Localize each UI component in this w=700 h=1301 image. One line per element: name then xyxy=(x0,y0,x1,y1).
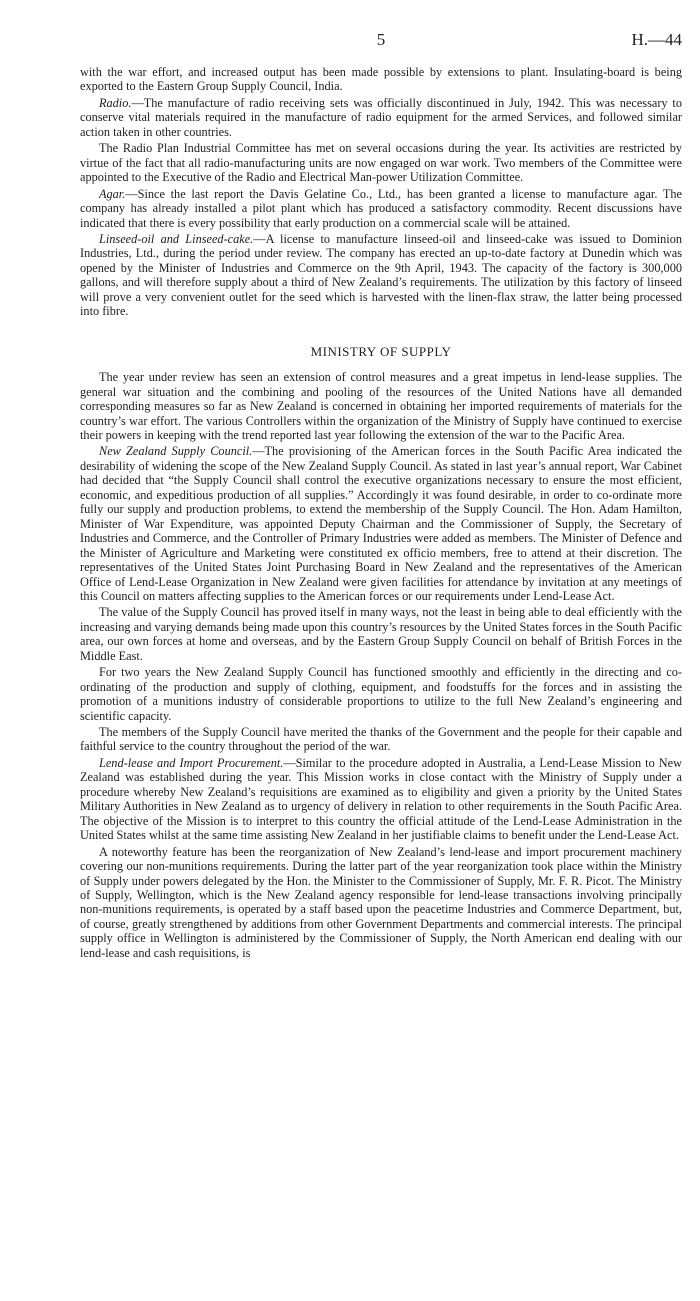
paragraph-heading: Radio. xyxy=(99,95,132,110)
paragraph-radio: Radio.—The manufacture of radio receiving sets was officially discontinued in July, 1942. This was necessary to conserve vital materials required in the manufacture of radio equipment for the armed Services, and followed similar action taken in other countries. xyxy=(80,95,682,139)
paragraph-council-function: For two years the New Zealand Supply Council has functioned smoothly and efficiently in the directing and co-ordinating of the production and supply of clothing, equipment, and foodstuffs for the forces and in assisting the promotion of a munitions industry of considerable proportions to utilize to the full New Zealand’s engineering and scientific capacity. xyxy=(80,665,682,723)
paragraph-supply-council: New Zealand Supply Council.—The provisioning of the American forces in the South Pacific Area indicated the desirability of widening the scope of the New Zealand Supply Council. As stated in last year’s annual report, War Cabinet had decided that “the Supply Council shall control the executive organizations necessary to ensure the most efficient, economic, and expeditious production of all supplies.” Accordingly it was found desirable, in order to co-ordinate more fully our supply and production problems, to extend the membership of the Supply Council. The Hon. Adam Hamilton, Minister of War Expenditure, was appointed Deputy Chairman and the Commissioner of Supply, the Secretary of Industries and Commerce, and the Controller of Primary Industries were added as members. The Minister of Defence and the Minister of Agriculture and Marketing were constituted ex officio members, free to attend at their discretion. The representatives of the United States Joint Purchasing Board in New Zealand and the representatives of the American Office of Lend-Lease Organization in New Zealand were given facilities for attendance by invitation at any meetings of this Council on matters affecting supplies to the American forces or our requirements under Lend-Lease Act. xyxy=(80,444,682,603)
page-header xyxy=(80,30,682,54)
paragraph-radio-committee: The Radio Plan Industrial Committee has met on several occasions during the year. Its activities are restricted by virtue of the fact that all radio-manufacturing units are now engaged on war work. Two members of the Committee were appointed to the Executive of the Radio and Electrical Man-power Utilization Committee. xyxy=(80,141,682,185)
paragraph-linseed: Linseed-oil and Linseed-cake.—A license to manufacture linseed-oil and linseed-cake was issued to Dominion Industries, Ltd., during the period under review. The company has erected an up-to-date factory at Dunedin which was opened by the Minister of Industries and Commerce on the 9th April, 1943. The capacity of the factory is 300,000 gallons, and will therefore supply about a third of New Zealand’s requirements. The utilization by this factory of linseed will prove a very convenient outlet for the seed which is harvested with the linen-flax straw, the latter being processed into fibre. xyxy=(80,231,683,319)
paragraph-agar: Agar.—Since the last report the Davis Gelatine Co., Ltd., has been granted a license to manufacture agar. The company has already installed a pilot plant which has produced a satisfactory commodity. Recent discussions have indicated that there is every possibility that early production on a commercial scale will be attained. xyxy=(80,186,682,230)
paragraph-heading: Lend-lease and Import Procurement. xyxy=(99,755,284,770)
paragraph-council-thanks: The members of the Supply Council have merited the thanks of the Government and the people for their capable and faithful service to the country throughout the period of the war. xyxy=(80,725,682,754)
section-title: MINISTRY OF SUPPLY xyxy=(310,343,452,359)
document-reference: H.—44 xyxy=(631,30,682,49)
paragraph-lend-lease: Lend-lease and Import Procurement.—Similar to the procedure adopted in Australia, a Lend-Lease Mission to New Zealand was established during the year. This Mission works in close contact with the Ministry of Supply under a procedure whereby New Zealand’s requisitions are examined as to eligibility and given a priority by the United States Military Authorities in New Zealand as to urgency of delivery in relation to other requirements in the South Pacific Area. The objective of the Mission is to interpret to this country the official attitude of the Lend-Lease Administration in the United States whilst at the same time assisting New Zealand in her justifiable claims to benefit under the Lend-Lease Act. xyxy=(80,755,682,843)
paragraph-heading: New Zealand Supply Council. xyxy=(99,444,253,459)
paragraph-supply-intro: The year under review has seen an extension of control measures and a great impetus in lend-lease supplies. The general war situation and the combining and pooling of the resources of the United Nations have all demanded corresponding measures so far as New Zealand is concerned in obtaining her imported requirements of materials for the country’s war effort. The various Controllers within the organization of the Ministry of Supply have continued to exercise their powers in keeping with the trend reported last year following the extension of the war to the Pacific Area. xyxy=(80,370,682,442)
paragraph-heading: Linseed-oil and Linseed-cake. xyxy=(99,231,254,246)
paragraph-council-value: The value of the Supply Council has proved itself in many ways, not the least in being able to deal efficiently with the increasing and varying demands being made upon this country’s resources by the United States forces in the South Pacific area, our own forces at home and overseas, and by the Eastern Group Supply Council on behalf of British Forces in the Middle East. xyxy=(80,605,682,663)
paragraph-continuation: with the war effort, and increased output has been made possible by extensions to plant. Insulating-board is being exported to the Eastern Group Supply Council, India. xyxy=(80,65,682,94)
paragraph-reorganization: A noteworthy feature has been the reorganization of New Zealand’s lend-lease and import procurement machinery covering our non-munitions requirements. During the latter part of the year reorganization took place within the Ministry of Supply under powers delegated by the Hon. the Minister to the Commissioner of Supply, Mr. F. R. Picot. The Ministry of Supply, Wellington, which is the New Zealand agency responsible for lend-lease transactions involving principally non-munitions requirements, is operated by a staff based upon the peacetime Industries and Commerce Department, but, of course, greatly strengthened by additions from other Government Departments and commercial interests. The principal supply office in Wellington is administered by the Commissioner of Supply, the North American end dealing with our lend-lease and cash requisitions, is xyxy=(80,844,682,960)
paragraph-heading: Agar. xyxy=(99,186,126,201)
body-text xyxy=(80,65,682,962)
page-number: 5 xyxy=(376,30,386,49)
